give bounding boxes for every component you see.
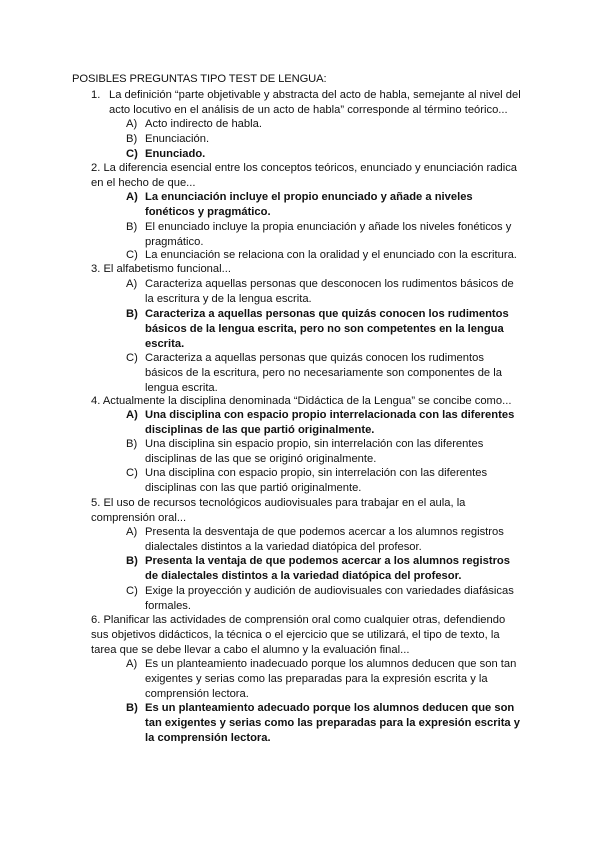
question-3 <box>91 262 521 277</box>
q2-option-a <box>126 190 523 220</box>
question-number: 2. <box>91 162 101 174</box>
q3-option-a <box>126 277 523 307</box>
question-number: 4. <box>91 395 101 407</box>
option-label: B) <box>126 221 138 233</box>
option-text: Es un planteamiento inadecuado porque los alumnos deducen que son tan exigentes y serias como las preparadas para la expresión escrita y la comprensión lectora. <box>145 658 517 700</box>
question-text: El uso de recursos tecnológicos audiovisuales para trabajar en el aula, la comprensión oral... <box>91 497 466 524</box>
question-2 <box>91 161 521 191</box>
q5-option-a <box>126 525 523 555</box>
option-text: Presenta la ventaja de que podemos acercar a los alumnos registros de dialectales distintos a la variedad diatópica del profesor. <box>145 555 510 582</box>
question-6 <box>91 613 521 658</box>
q2-option-b <box>126 220 523 250</box>
option-text: Una disciplina con espacio propio interrelacionada con las diferentes disciplinas de las que partió originalmente. <box>145 409 515 436</box>
q3-option-b <box>126 307 523 352</box>
question-number: 3. <box>91 263 101 275</box>
q5-option-c <box>126 584 523 614</box>
option-label: A) <box>126 118 138 130</box>
option-text: Exige la proyección y audición de audiovisuales con variedades diafásicas formales. <box>145 585 514 612</box>
question-text: La diferencia esencial entre los conceptos teóricos, enunciado y enunciación radica en el hecho de que... <box>91 162 518 189</box>
question-number: 6. <box>91 614 101 626</box>
q5-option-b <box>126 554 523 584</box>
question-text: Actualmente la disciplina denominada “Didáctica de la Lengua” se concibe como... <box>102 395 512 407</box>
option-text: Presenta la desventaja de que podemos acercar a los alumnos registros dialectales distintos a la variedad diatópica del profesor. <box>145 526 504 553</box>
option-text: Caracteriza aquellas personas que desconocen los rudimentos básicos de la escritura y de la lengua escrita. <box>145 278 514 305</box>
option-text: Es un planteamiento adecuado porque los alumnos deducen que son tan exigentes y serias como las preparadas para la expresión escrita y la comprensión lectora. <box>145 702 520 744</box>
q6-option-a <box>126 657 523 702</box>
question-number: 5. <box>91 497 101 509</box>
option-text: Enunciado. <box>145 148 206 160</box>
option-label: C) <box>126 467 138 479</box>
document-title: POSIBLES PREGUNTAS TIPO TEST DE LENGUA: <box>72 73 327 85</box>
option-text: Caracteriza a aquellas personas que quizás conocen los rudimentos básicos de la escritura, pero no necesariamente son componentes de la lengua escrita. <box>145 352 502 394</box>
option-label: A) <box>126 526 138 538</box>
question-text: Planificar las actividades de comprensión oral como cualquier otras, defendiendo sus objetivos didácticos, la técnica o el ejercicio que se utilizará, el tipo de texto, la tarea que se debe llevar a cabo el alumno y la evaluación final... <box>91 614 506 656</box>
q3-option-c <box>126 351 523 396</box>
option-label: B) <box>126 438 138 450</box>
option-label: C) <box>126 352 138 364</box>
option-label: B) <box>126 308 138 320</box>
option-text: Una disciplina con espacio propio, sin interrelación con las diferentes disciplinas con las que partió originalmente. <box>145 467 488 494</box>
option-text: Una disciplina sin espacio propio, sin interrelación con las diferentes disciplinas de las que se originó originalmente. <box>145 438 484 465</box>
q1-option-b <box>126 132 523 147</box>
option-text: Acto indirecto de habla. <box>145 118 262 130</box>
option-label: A) <box>126 658 138 670</box>
q4-option-c <box>126 466 523 496</box>
question-5 <box>91 496 521 526</box>
question-4 <box>91 394 521 409</box>
option-text: Enunciación. <box>145 133 210 145</box>
option-text: La enunciación se relaciona con la oralidad y el enunciado con la escritura. <box>145 249 517 261</box>
question-text: La definición “parte objetivable y abstracta del acto de habla, semejante al nivel del acto locutivo en el análisis de un acto de habla” corresponde al término teórico... <box>109 89 521 116</box>
q1-option-c <box>126 147 523 162</box>
option-text: Caracteriza a aquellas personas que quizás conocen los rudimentos básicos de la lengua escrita, pero no son competentes en la lengua escrita. <box>145 308 509 350</box>
option-label: C) <box>126 585 138 597</box>
option-label: C) <box>126 148 138 160</box>
question-1 <box>91 88 521 118</box>
question-number: 1. <box>91 89 101 101</box>
option-label: A) <box>126 191 138 203</box>
q6-option-b <box>126 701 523 746</box>
option-label: B) <box>126 133 138 145</box>
option-label: A) <box>126 409 138 421</box>
option-label: B) <box>126 555 138 567</box>
q2-option-c <box>126 248 523 263</box>
q1-option-a <box>126 117 523 132</box>
option-label: C) <box>126 249 138 261</box>
option-label: A) <box>126 278 138 290</box>
q4-option-a <box>126 408 523 438</box>
option-label: B) <box>126 702 138 714</box>
option-text: El enunciado incluye la propia enunciación y añade los niveles fonéticos y pragmático. <box>145 221 512 248</box>
q4-option-b <box>126 437 523 467</box>
option-text: La enunciación incluye el propio enunciado y añade a niveles fonéticos y pragmático. <box>145 191 473 218</box>
question-text: El alfabetismo funcional... <box>103 263 231 275</box>
